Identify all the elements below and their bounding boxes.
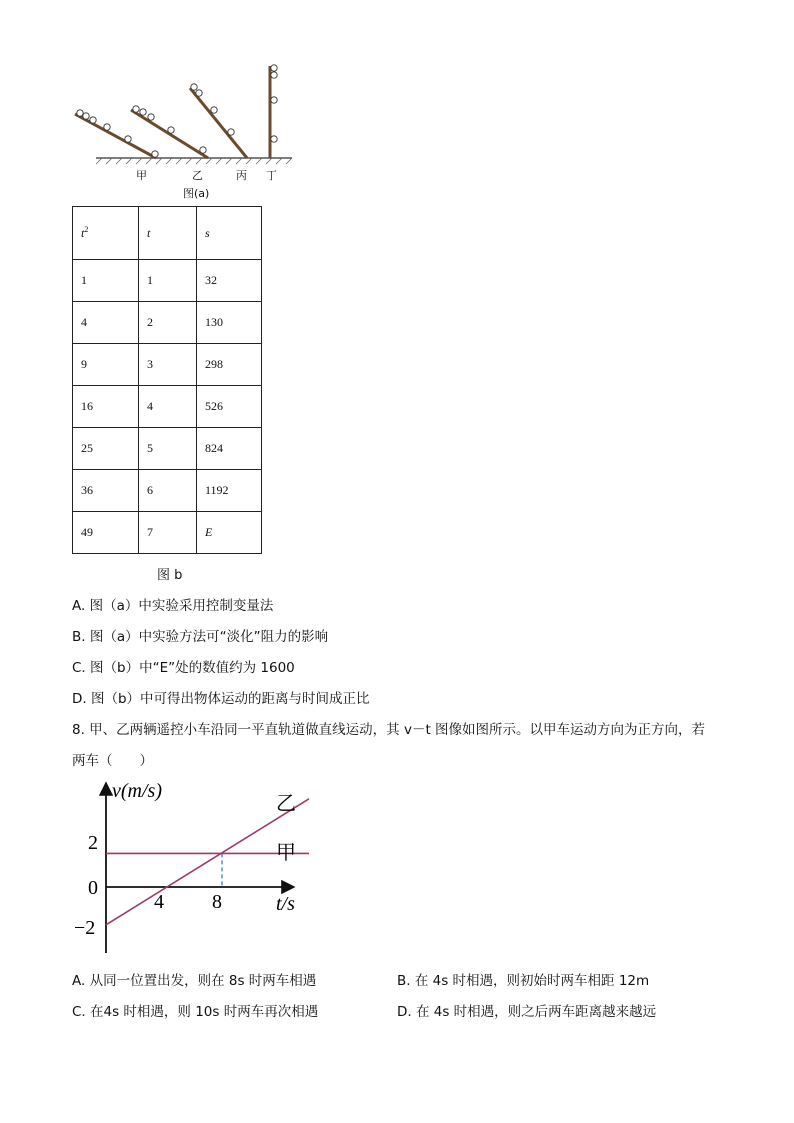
figure-a-caption: 图(a) (183, 187, 210, 200)
q8-option-d: D. 在 4s 时相遇，则之后两车距离越来越远 (397, 1004, 657, 1020)
plane-label-jia: 甲 (136, 169, 147, 182)
series-label-yi: 乙 (276, 791, 296, 815)
plane-label-yi: 乙 (192, 169, 203, 182)
table-cell: 9 (73, 344, 139, 386)
plane-label-bing: 丙 (236, 169, 247, 182)
table-cell: 6 (139, 470, 197, 512)
table-cell: E (197, 512, 262, 554)
table-cell: 130 (197, 302, 262, 344)
q7-option-b: B. 图（a）中实验方法可“淡化”阻力的影响 (72, 629, 329, 645)
plane-bing (190, 84, 247, 158)
table-cell: 4 (73, 302, 139, 344)
x-tick-8: 8 (212, 891, 222, 913)
q8-stem-line2: 两车（ ） (72, 753, 153, 769)
y-tick-0: 0 (88, 877, 98, 899)
table-cell: 36 (73, 470, 139, 512)
header-s: s (197, 207, 262, 260)
table-cell: 2 (139, 302, 197, 344)
table-cell: 1 (139, 260, 197, 302)
table-row (73, 260, 262, 302)
x-tick-4: 4 (154, 891, 164, 913)
x-axis-label: t/s (276, 893, 295, 915)
table-row (73, 386, 262, 428)
table-cell: 3 (139, 344, 197, 386)
q7-option-d: D. 图（b）中可得出物体运动的距离与时间成正比 (72, 691, 370, 707)
table-cell: 32 (197, 260, 262, 302)
table-b-caption: 图 b (157, 568, 183, 583)
vt-chart (70, 775, 310, 960)
data-table-b (72, 206, 262, 554)
plane-label-ding: 丁 (266, 169, 277, 182)
table-row (73, 470, 262, 512)
table-row (73, 428, 262, 470)
q8-option-b: B. 在 4s 时相遇，则初始时两车相距 12m (397, 973, 650, 989)
table-cell: 1192 (197, 470, 262, 512)
table-header-row (73, 207, 262, 260)
plane-ding (270, 65, 277, 158)
table-row (73, 512, 262, 554)
q8-stem-line1: 8. 甲、乙两辆遥控小车沿同一平直轨道做直线运动，其 v－t 图像如图所示。以甲车运动方向为正方向，若 (72, 722, 706, 738)
plane-jia (75, 110, 158, 158)
q7-option-c: C. 图（b）中“E”处的数值约为 1600 (72, 660, 295, 676)
table-cell: 298 (197, 344, 262, 386)
q7-option-a: A. 图（a）中实验采用控制变量法 (72, 598, 274, 614)
table-cell: 1 (73, 260, 139, 302)
table-cell: 4 (139, 386, 197, 428)
table-cell: 49 (73, 512, 139, 554)
y-tick-neg2: −2 (74, 917, 96, 939)
table-cell: 16 (73, 386, 139, 428)
header-t-squared: $t^2$ (73, 207, 139, 260)
q8-option-a: A. 从同一位置出发，则在 8s 时两车相遇 (72, 973, 317, 989)
table-cell: 824 (197, 428, 262, 470)
y-axis-label: v(m/s) (112, 780, 162, 802)
header-t: t (139, 207, 197, 260)
table-cell: 25 (73, 428, 139, 470)
table-cell: 526 (197, 386, 262, 428)
table-cell: 5 (139, 428, 197, 470)
series-label-jia: 甲 (276, 840, 296, 864)
y-tick-2: 2 (88, 832, 98, 854)
q8-option-c: C. 在4s 时相遇，则 10s 时两车再次相遇 (72, 1004, 319, 1020)
table-row (73, 344, 262, 386)
table-cell: 7 (139, 512, 197, 554)
table-row (73, 302, 262, 344)
